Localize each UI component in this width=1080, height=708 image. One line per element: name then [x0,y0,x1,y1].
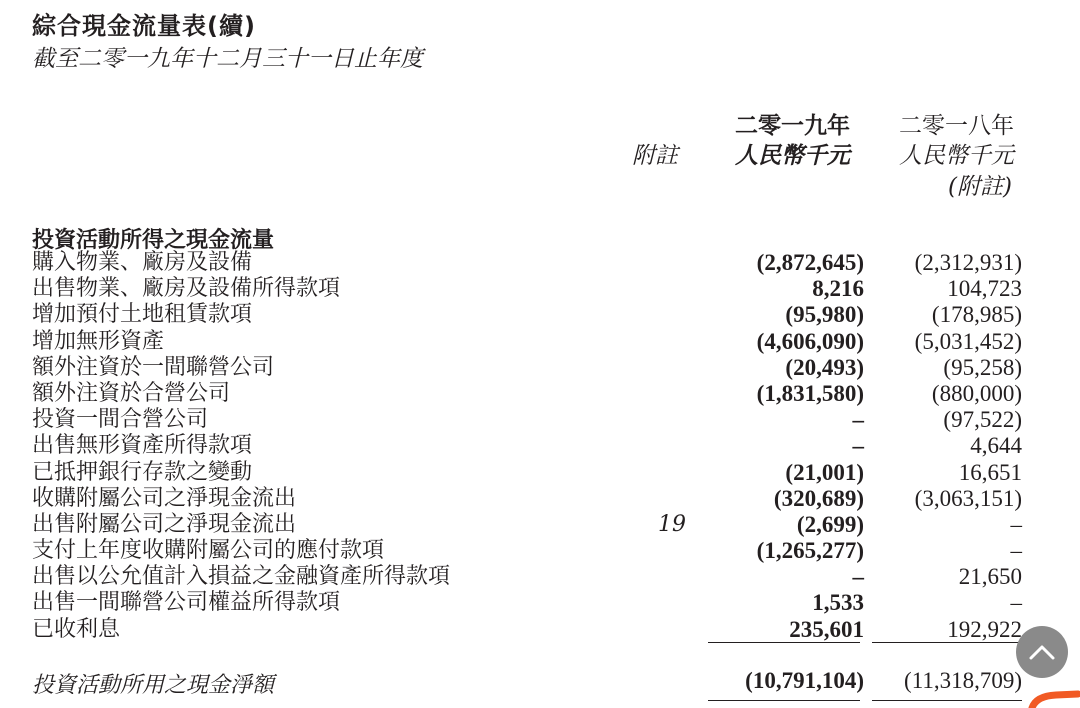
value-2018: 16,651 [958,459,1022,485]
table-row [32,250,1032,276]
page-title: 綜合現金流量表(續) [32,12,256,40]
table-row [32,590,1032,616]
value-2019: 1,533 [812,590,864,616]
value-2018: 104,723 [947,276,1022,302]
total-rule-2019 [708,700,860,701]
table-row [32,407,1032,433]
col-2019-unit: 人民幣千元 [735,142,850,169]
table-row [32,512,1032,538]
row-label: 購入物業、廠房及設備 [32,250,253,275]
total-row [32,668,1032,698]
value-2019: (320,689) [773,485,864,511]
value-2018: – [1010,538,1022,564]
row-label: 已抵押銀行存款之變動 [32,459,253,485]
value-2018: (5,031,452) [914,328,1022,354]
row-label: 增加預付土地租賃款項 [32,302,253,328]
row-label: 出售以公允值計入損益之金融資產所得款項 [32,564,451,590]
table-row [32,355,1032,381]
value-2019: (1,831,580) [756,380,864,406]
row-label: 收購附屬公司之淨現金流出 [32,485,297,511]
table-row [32,460,1032,486]
table-row [32,302,1032,328]
row-label: 額外注資於一間聯營公司 [32,354,275,380]
table-row [32,329,1032,355]
value-2018: – [1010,590,1022,616]
row-label: 已收利息 [32,616,121,642]
total-2019: (10,791,104) [745,668,864,693]
scroll-to-top-button[interactable] [1016,626,1068,678]
value-2019: (2,699) [796,511,864,537]
chevron-up-icon [1028,643,1056,661]
row-label: 出售附屬公司之淨現金流出 [32,511,297,537]
row-label: 出售物業、廠房及設備所得款項 [32,276,341,302]
value-2018: (2,312,931) [914,250,1022,275]
value-2018: 21,650 [958,564,1022,590]
value-2018: (95,258) [943,354,1022,380]
value-2019: (1,265,277) [756,538,864,564]
total-label: 投資活動所用之現金淨額 [32,673,275,698]
value-2019: (2,872,645) [756,250,864,275]
value-2018: – [1010,511,1022,537]
col-2018-note: (附註) [948,174,1012,200]
value-2019: (95,980) [785,302,864,328]
total-2018: (11,318,709) [904,668,1022,693]
table-row [32,486,1032,512]
value-2019: – [852,433,864,459]
table-row [32,564,1032,590]
row-label: 支付上年度收購附屬公司的應付款項 [32,538,385,564]
table-row [32,617,1032,643]
row-label: 出售無形資產所得款項 [32,433,253,459]
total-rule-2018 [872,700,1022,701]
value-2019: 235,601 [789,616,864,642]
table-row [32,276,1032,302]
col-2019-year: 二零一九年 [735,112,850,139]
table-row [32,538,1032,564]
value-2018: (97,522) [943,407,1022,433]
subtotal-rule-2019 [708,642,860,643]
value-2018: (178,985) [931,302,1022,328]
table-row [32,433,1032,459]
value-2018: (880,000) [931,380,1022,406]
table-row [32,381,1032,407]
section-title: 投資活動所得之現金流量 [32,227,275,253]
value-2019: – [852,564,864,590]
page-subtitle: 截至二零一九年十二月三十一日止年度 [32,46,423,72]
value-2018: (3,063,151) [914,485,1022,511]
col-2018-year: 二零一八年 [899,113,1014,139]
subtotal-rule-2018 [872,642,1022,643]
row-label: 額外注資於合營公司 [32,380,231,406]
cash-flow-table [32,250,1032,643]
orange-badge-icon [1026,690,1080,708]
row-note: 19 [658,511,686,537]
col-2018-unit: 人民幣千元 [899,143,1014,169]
value-2019: – [852,407,864,433]
row-label: 投資一間合營公司 [32,407,209,433]
value-2019: 8,216 [812,276,864,302]
note-column-header: 附註 [632,143,678,169]
value-2019: (20,493) [785,354,864,380]
row-label: 出售一間聯營公司權益所得款項 [32,590,341,616]
value-2019: (4,606,090) [756,328,864,354]
value-2018: 4,644 [970,433,1022,459]
value-2018: 192,922 [947,616,1022,642]
value-2019: (21,001) [785,459,864,485]
row-label: 增加無形資產 [32,328,165,354]
